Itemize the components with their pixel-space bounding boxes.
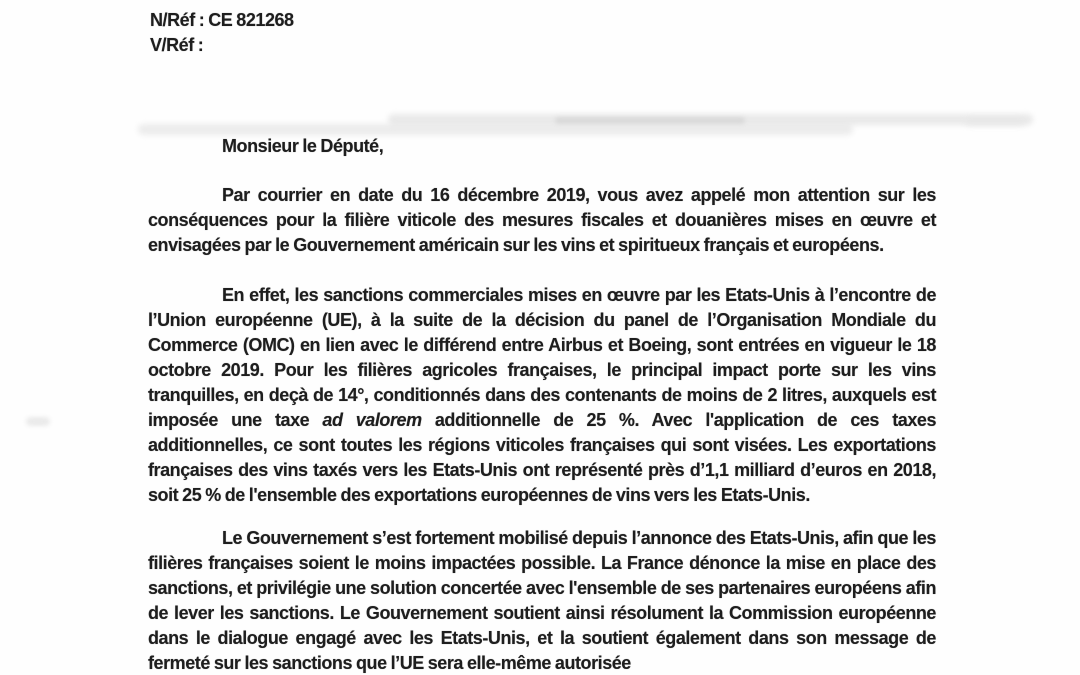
italic-term-ad-valorem: ad valorem — [322, 410, 422, 430]
scan-smudge — [26, 417, 50, 426]
our-reference: N/Réf : CE 821268 — [150, 10, 294, 30]
paragraph-2-segment: additionnelle de 25 %. Avec l'application de ces taxes additionnelles, ce sont toutes les régions viticoles françaises qui sont visées. Les exportations françaises des vins taxés vers les Etats-Unis ont représenté près d’1,1 milliard d’euros en 2018, soit 25 % de l'ensemble des exportations européennes de vins vers les Etats-Unis. — [148, 410, 937, 505]
reference-block — [148, 8, 936, 58]
paragraph-2-segment: En effet, les sanctions commerciales mises en œuvre par les Etats-Unis à l’encontre de l’Union européenne (UE), à la suite de la décision du panel de l’Organisation Mondiale du Commerce (OMC) en lien avec le différend entre Airbus et Boeing, sont entrées en vigueur le 18 octobre 2019. Pour les filières agricoles françaises, le principal impact porte sur les vins tranquilles, en deçà de 14°, conditionnés dans des contenants de moins de 2 litres, auxquels est imposée une taxe — [148, 285, 936, 430]
salutation: Monsieur le Député, — [222, 136, 384, 156]
scan-smudge — [965, 118, 1025, 126]
paragraph-1: Par courrier en date du 16 décembre 2019, vous avez appelé mon attention sur les conséquences pour la filière viticole des mesures fiscales et douanières mises en œuvre et envisagées par le Gouvernement américain sur les vins et spiritueux français et européens. — [148, 185, 936, 255]
paragraph-2 — [148, 283, 936, 508]
your-reference: V/Réf : — [150, 35, 204, 55]
paragraph-3: Le Gouvernement s’est fortement mobilisé depuis l’annonce des Etats-Unis, afin que les filières françaises soient le moins impactées possible. La France dénonce la mise en place des sanctions, et privilégie une solution concertée avec l'ensemble de ses partenaires européens afin de lever les sanctions. Le Gouvernement soutient ainsi résolument la Commission européenne dans le dialogue engagé avec les Etats-Unis, et la soutient également dans son message de fermeté sur les sanctions que l’UE sera elle-même autorisée — [148, 528, 936, 673]
letter-body — [148, 8, 936, 675]
